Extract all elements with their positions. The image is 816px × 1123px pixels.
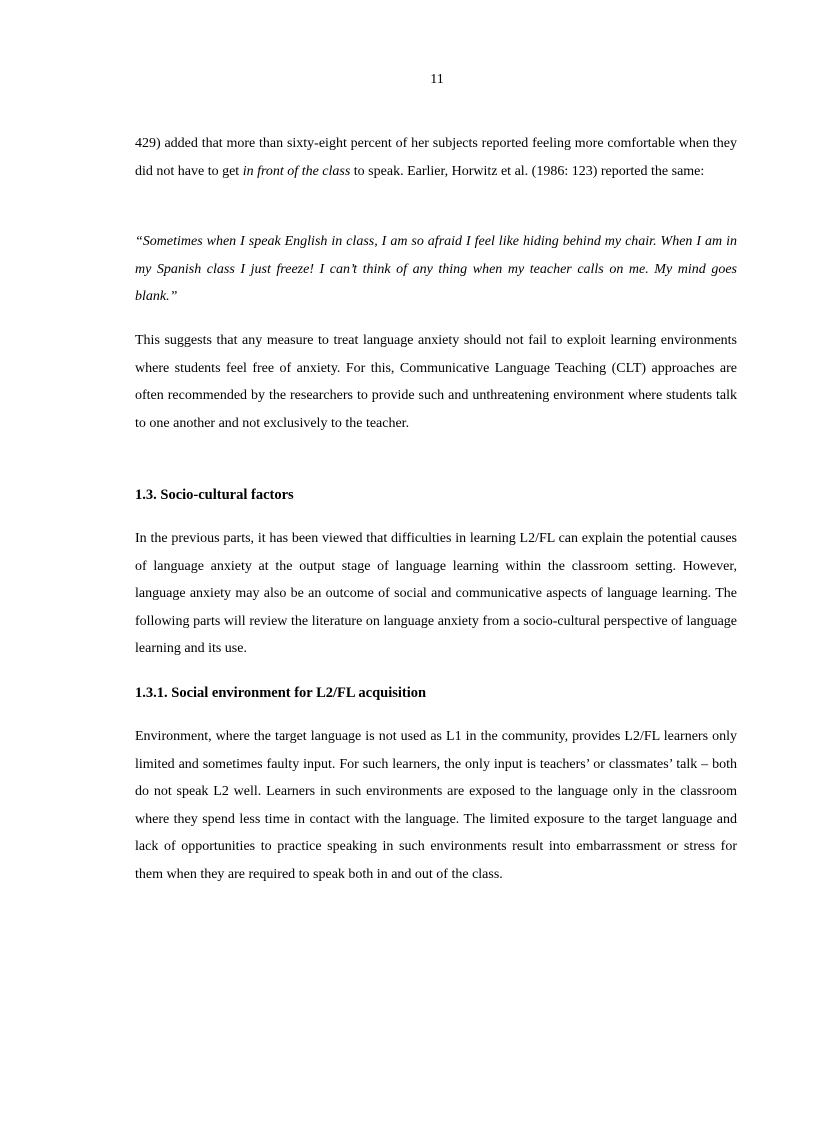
paragraph-social-environment: Environment, where the target language is not used as L1 in the community, provides L2/FL learners only limited and sometimes faulty input. For such learners, the only input is teachers’ or classmates’ talk – both do not speak L2 well. Learners in such environments are exposed to the language only in the classroom where they spend less time in contact with the language. The limited exposure to the target language and lack of opportunities to practice speaking in such environments result into embarrassment or stress for them when they are required to speak both in and out of the class.: [135, 729, 737, 882]
paragraph-clt: This suggests that any measure to treat language anxiety should not fail to exploit learning environments where students feel free of anxiety. For this, Communicative Language Teaching (CLT) approaches are often recommended by the researchers to provide such and unthreatening environment where students talk to one another and not exclusively to the teacher.: [135, 333, 737, 431]
paragraph-text: to speak. Earlier, Horwitz et al. (1986: 123) reported the same:: [350, 163, 705, 179]
section-heading-social-environment: 1.3.1. Social environment for L2/FL acquisition: [135, 685, 427, 701]
italic-phrase: in front of the class: [242, 163, 351, 179]
paragraph-socio-cultural: In the previous parts, it has been viewed that difficulties in learning L2/FL can explain the potential causes of language anxiety at the output stage of language learning within the classroom setting. However, language anxiety may also be an outcome of social and communicative aspects of language learning. The following parts will review the literature on language anxiety from a socio-cultural perspective of language learning and its use.: [135, 531, 737, 657]
section-heading-socio-cultural: 1.3. Socio-cultural factors: [135, 487, 294, 503]
paragraph-text: 429) added that more than sixty-eight percent of her subjects reported feeling more comfortable when they did not have to get: [135, 136, 737, 179]
paragraph-continuation: [135, 130, 737, 185]
block-quote: “Sometimes when I speak English in class, I am so afraid I feel like hiding behind my chair. When I am in my Spanish class I just freeze! I can’t think of any thing when my teacher calls on me. My mind goes blank.”: [135, 234, 737, 305]
page-number: 11: [430, 72, 444, 87]
